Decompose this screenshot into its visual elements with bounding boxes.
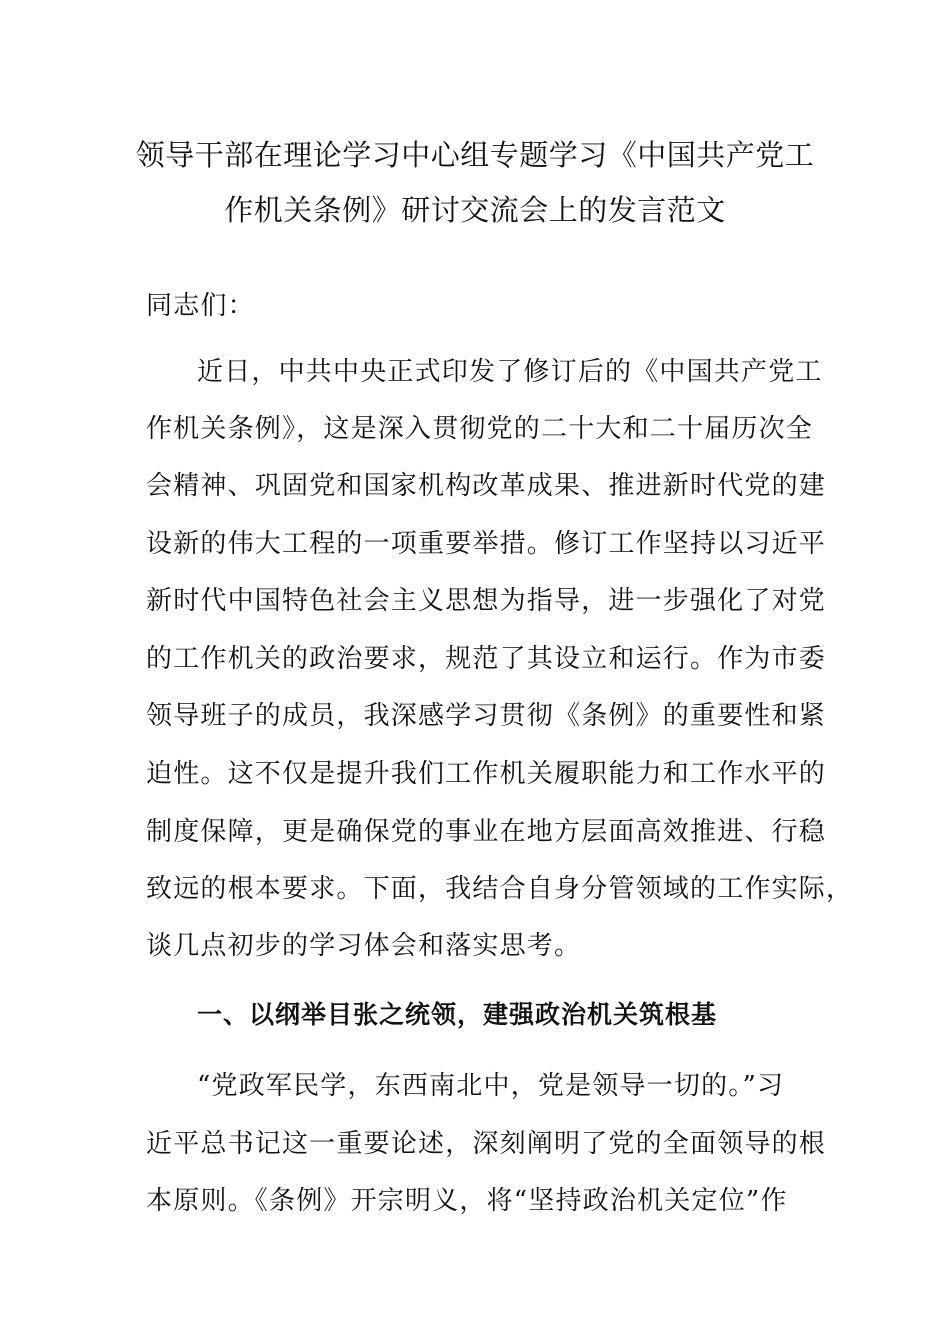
paragraph-1-line: 致远的根本要求。下面，我结合自身分管领域的工作实际， [146,874,854,904]
paragraph-2-line: “党政军民学，东西南北中，党是领导一切的。”习 [197,1071,785,1101]
paragraph-1-line: 会精神、巩固党和国家机构改革成果、推进新时代党的建 [146,471,827,501]
paragraph-1-line: 的工作机关的政治要求，规范了其设立和运行。作为市委 [146,644,827,674]
document-title-line-2: 作机关条例》研讨交流会上的发言范文 [224,193,726,227]
paragraph-1-line: 作机关条例》，这是深入贯彻党的二十大和二十届历次全 [146,414,814,444]
paragraph-1-line: 近日，中共中央正式印发了修订后的《中国共产党工 [197,357,823,387]
paragraph-1-line: 新时代中国特色社会主义思想为指导，进一步强化了对党 [146,586,827,616]
salutation: 同志们： [146,291,255,321]
section-1-heading: 一、以纲举目张之统领，建强政治机关筑根基 [197,1000,718,1029]
paragraph-2-line: 近平总书记这一重要论述，深刻阐明了党的全面领导的根 [146,1129,827,1159]
paragraph-1-line: 领导班子的成员，我深感学习贯彻《条例》的重要性和紧 [146,701,827,731]
paragraph-1-line: 制度保障，更是确保党的事业在地方层面高效推进、行稳 [146,817,827,847]
paragraph-1-line: 设新的伟大工程的一项重要举措。修订工作坚持以习近平 [146,529,827,559]
paragraph-2-line: 本原则。《条例》开宗明义，将“坚持政治机关定位”作 [146,1186,788,1216]
paragraph-1-line: 迫性。这不仅是提升我们工作机关履职能力和工作水平的 [146,759,827,789]
document-title-line-1: 领导干部在理论学习中心组专题学习《中国共产党工 [135,138,815,172]
paragraph-1-line: 谈几点初步的学习体会和落实思考。 [146,931,582,961]
